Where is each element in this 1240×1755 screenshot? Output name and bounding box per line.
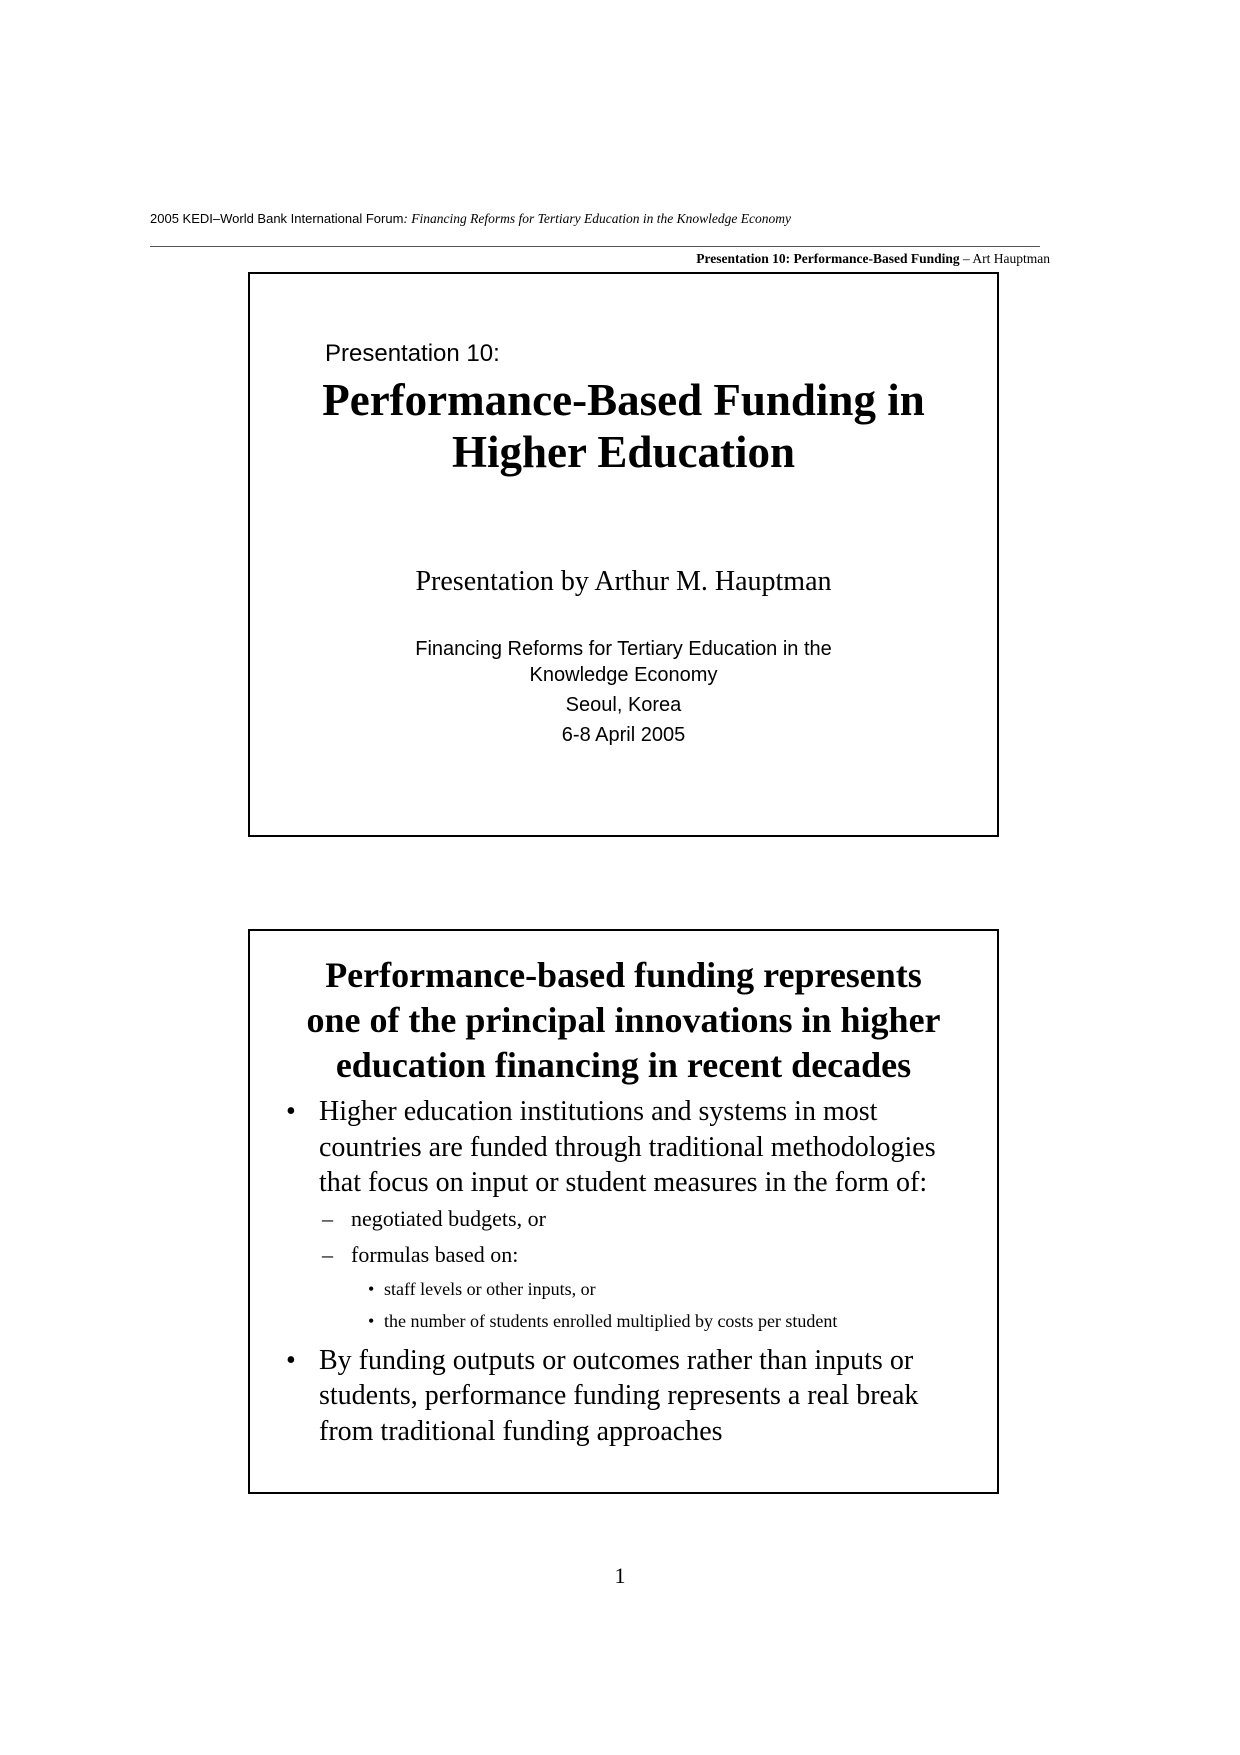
running-header: 2005 KEDI–World Bank International Forum: Financing Reforms for Tertiary Education in the Knowledge Economy: [150, 211, 791, 226]
bullet-item: • Higher education institutions and systems in most countries are funded through traditional methodologies that focus on input or student measures in the form of:: [286, 1094, 977, 1201]
slide-heading: Performance-based funding represents one of the principal innovations in higher education financing in recent decades: [306, 955, 941, 1085]
date: 6-8 April 2005: [561, 724, 686, 746]
event-info: Financing Reforms for Tertiary Education in the Knowledge Economy Seoul, Korea 6-8 April 2005: [250, 636, 997, 752]
page-number: 1: [614, 1563, 626, 1588]
forum-subtitle: Financing Reforms for Tertiary Education in the Knowledge Economy: [411, 211, 791, 226]
slide-pre-title: Presentation 10:: [325, 340, 500, 367]
bullet-list: [286, 1094, 977, 1449]
sub-sub-bullet-item: • staff levels or other inputs, or: [286, 1273, 977, 1305]
sub-bullet-item: – negotiated budgets, or: [286, 1201, 977, 1237]
slide-title: [248, 272, 999, 837]
slide-content: [248, 929, 999, 1494]
bullet-item: • By funding outputs or outcomes rather than inputs or students, performance funding represents a real break from traditional funding approaches: [286, 1343, 977, 1450]
presenter: Presentation by Arthur M. Hauptman: [415, 566, 832, 597]
author: Art Hauptman: [972, 251, 1050, 266]
slide-title-heading: Performance-Based Funding in Higher Education: [322, 375, 925, 477]
forum-name: 2005 KEDI–World Bank International Forum: [150, 211, 404, 226]
presentation-subheader: Presentation 10: Performance-Based Funding – Art Hauptman: [696, 251, 1050, 266]
header-rule: [150, 246, 1040, 247]
sub-sub-bullet-item: • the number of students enrolled multiplied by costs per student: [286, 1305, 977, 1337]
sub-bullet-item: – formulas based on:: [286, 1237, 977, 1273]
location: Seoul, Korea: [565, 694, 682, 716]
